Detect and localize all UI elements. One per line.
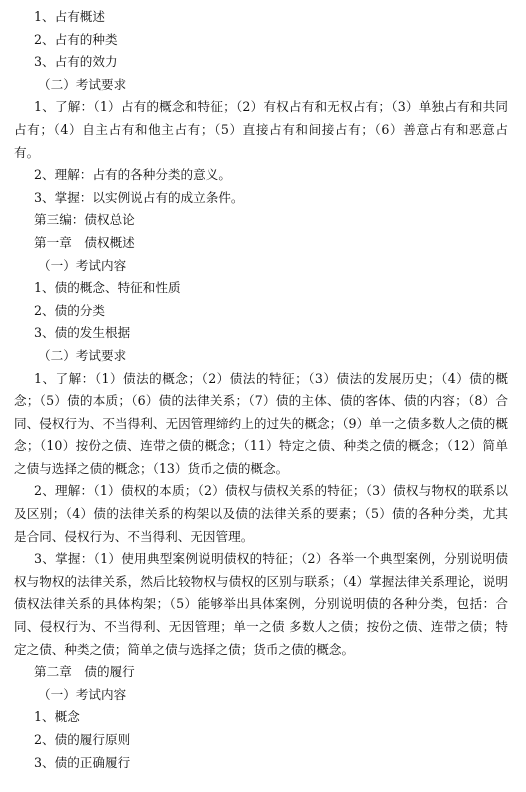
list-item: 3、债的正确履行 <box>34 754 131 770</box>
paragraph: 3、掌握：（1）使用典型案例说明债权的特征；（2）各举一个典型案例，分别说明债权与物权的法律关系，然后比较物权与债权的区别与联系；（4）掌握法律关系理论，说明债权法律关系的具体构架；（5）能够举出具体案例，分别说明债的各种分类，包括：合同、侵权行为、不当得利、无因管理；单一之债 多数人之债；按份之债、连带之债；特定之债、种类之债；简单之债与选择之债；货币之债的概念。 <box>14 551 508 657</box>
list-item: 3、占有的效力 <box>34 54 118 70</box>
list-item: 1、概念 <box>34 709 80 725</box>
paragraph: 3、掌握：以实例说占有的成立条件。 <box>34 189 244 205</box>
section-heading: （一）考试内容 <box>38 686 127 702</box>
paragraph: 1、了解：（1）占有的概念和特征；（2）有权占有和无权占有；（3）单独占有和共同占有；（4）自主占有和他主占有；（5）直接占有和间接占有；（6）善意占有和恶意占有。 <box>14 99 508 160</box>
section-heading: （二）考试要求 <box>38 347 127 363</box>
chapter-heading: 第一章 债权概述 <box>34 234 135 250</box>
chapter-heading: 第二章 债的履行 <box>34 664 135 680</box>
list-item: 2、占有的种类 <box>34 31 118 47</box>
paragraph: 2、理解：（1）债权的本质；（2）债权与债权关系的特征；（3）债权与物权的联系以及区别；（4）债的法律关系的构架以及债的法律关系的要素；（5）债的各种分类，尤其是合同、侵权行为、不当得利、无因管理。 <box>14 483 508 544</box>
list-item: 2、债的分类 <box>34 302 105 318</box>
section-heading: （一）考试内容 <box>38 257 127 273</box>
part-heading: 第三编：债权总论 <box>34 212 135 228</box>
paragraph: 1、了解：（1）债法的概念；（2）债法的特征；（3）债法的发展历史；（4）债的概念；（5）债的本质；（6）债的法律关系；（7）债的主体、债的客体、债的内容；（8）合同、侵权行为、不当得利、无因管理缔约上的过失的概念；（9）单一之债多数人之债的概念；（10）按份之债、连带之债的概念；（11）特定之债、种类之债的概念；（12）简单之债与选择之债的概念；（13）货币之债的概念。 <box>14 370 508 476</box>
list-item: 1、占有概述 <box>34 9 105 24</box>
paragraph: 2、理解：占有的各种分类的意义。 <box>34 167 231 183</box>
list-item: 3、债的发生根据 <box>34 325 131 341</box>
list-item: 2、债的履行原则 <box>34 732 131 747</box>
list-item: 1、债的概念、特征和性质 <box>34 280 181 296</box>
section-heading: （二）考试要求 <box>38 76 127 92</box>
